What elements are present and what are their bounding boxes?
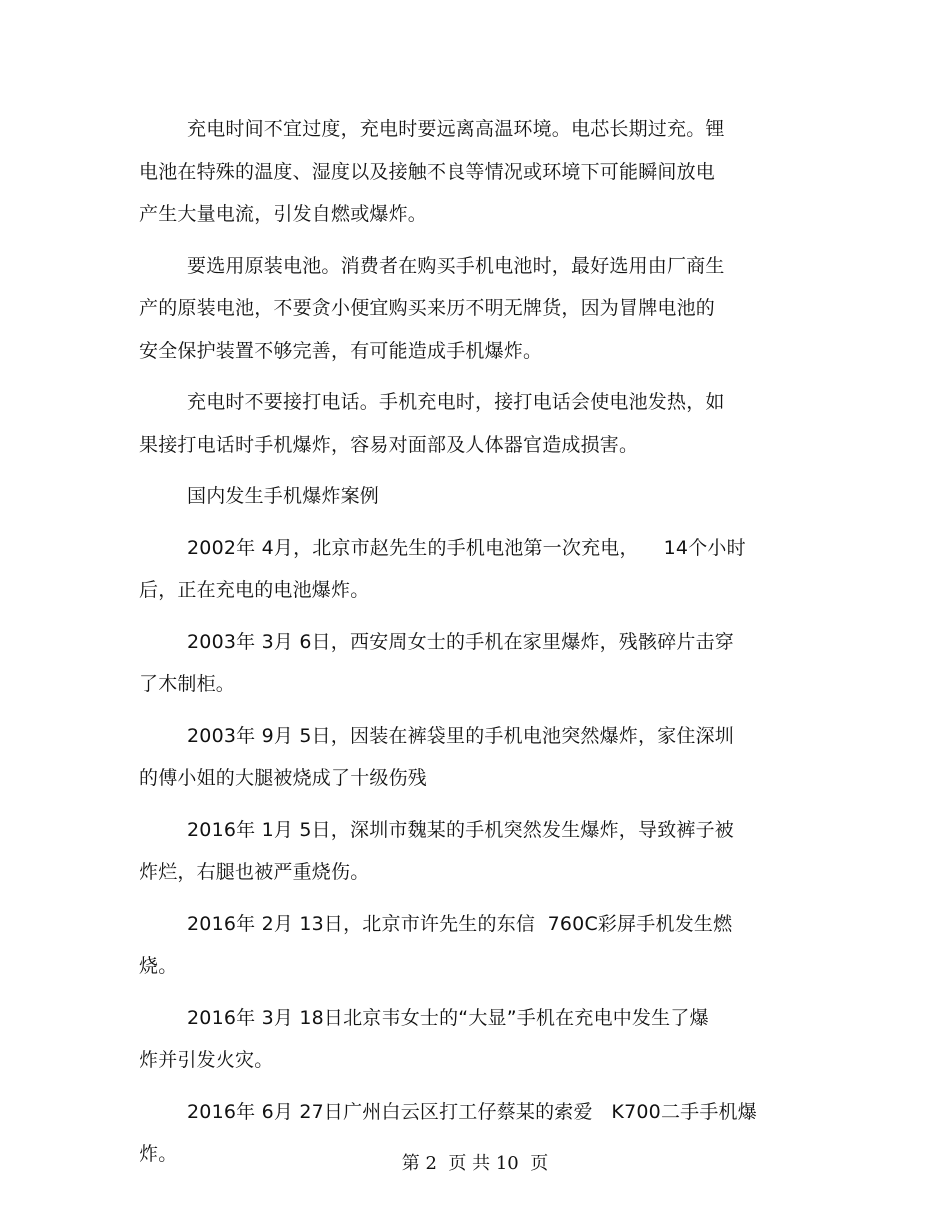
case-2016-01-05: [139, 809, 799, 894]
paragraph-line: 产生大量电流，引发自燃或爆炸。: [139, 203, 428, 225]
paragraph-line: 要选用原装电池。消费者在购买手机电池时，最好选用由厂商生: [187, 254, 725, 277]
paragraph-line: 2016年 2月 13日，北京市许先生的东信 760C彩屏手机发生燃: [187, 912, 733, 935]
paragraph-line: 电池在特殊的温度、湿度以及接触不良等情况或环境下可能瞬间放电: [139, 160, 716, 183]
paragraph-line: 后，正在充电的电池爆炸。: [139, 579, 370, 601]
paragraph-line: 2003年 3月 6日，西安周女士的手机在家里爆炸，残骸碎片击穿: [187, 630, 735, 653]
section-heading-domestic-cases: [139, 475, 799, 518]
case-2016-03-18: [139, 997, 799, 1082]
paragraph-no-calls-while-charging: [139, 381, 799, 466]
case-2003-03-06: [139, 621, 799, 706]
paragraph-line: 2016年 3月 18日北京韦女士的“大显”手机在充电中发生了爆: [187, 1006, 709, 1029]
paragraph-line: 的傅小姐的大腿被烧成了十级伤残: [139, 767, 428, 789]
document-body: [139, 108, 799, 1185]
case-2016-02-13: [139, 903, 799, 988]
case-2003-09-05: [139, 715, 799, 800]
paragraph-line: 2016年 1月 5日，深圳市魏某的手机突然发生爆炸，导致裤子被: [187, 818, 735, 841]
paragraph-line: 2002年 4月，北京市赵先生的手机电池第一次充电， 14个小时: [187, 536, 746, 559]
paragraph-charging-time: [139, 108, 799, 236]
paragraph-line: 产的原装电池，不要贪小便宜购买来历不明无牌货，因为冒牌电池的: [139, 297, 716, 319]
paragraph-line: 炸烂，右腿也被严重烧伤。: [139, 861, 370, 883]
paragraph-line: 2003年 9月 5日，因装在裤袋里的手机电池突然爆炸，家住深圳: [187, 724, 735, 747]
paragraph-line: 充电时不要接打电话。手机充电时，接打电话会使电池发热，如: [187, 391, 725, 413]
case-2002-04: [139, 527, 799, 612]
paragraph-line: 烧。: [139, 955, 178, 977]
heading-line: 国内发生手机爆炸案例: [187, 485, 380, 507]
page-number-footer: 第 2 页 共 10 页: [401, 1153, 549, 1174]
paragraph-line: 炸并引发火灾。: [139, 1049, 274, 1071]
paragraph-line: 2016年 6月 27日广州白云区打工仔蔡某的索爱 K700二手手机爆: [187, 1100, 757, 1123]
paragraph-line: 炸。: [139, 1143, 178, 1165]
paragraph-line: 果接打电话时手机爆炸，容易对面部及人体器官造成损害。: [139, 433, 639, 456]
paragraph-original-battery: [139, 245, 799, 373]
paragraph-line: 了木制柜。: [139, 673, 236, 695]
paragraph-line: 充电时间不宜过度，充电时要远离高温环境。电芯长期过充。锂: [187, 118, 725, 140]
paragraph-line: 安全保护装置不够完善，有可能造成手机爆炸。: [139, 339, 543, 362]
